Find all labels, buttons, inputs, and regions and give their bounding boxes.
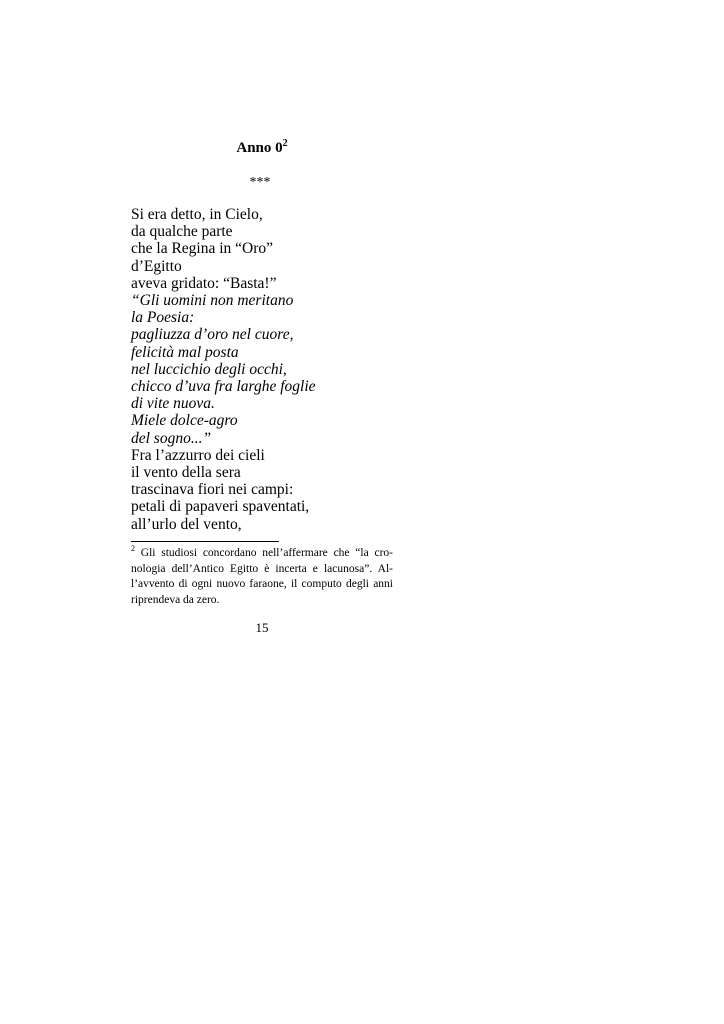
poem-line: nel luccichio degli occhi, [131,360,287,378]
poem-line: Fra l’azzurro dei cieli [131,446,265,464]
footnote-divider [131,541,279,542]
page-number: 15 [255,620,269,635]
poem-body [131,206,431,533]
title-text: Anno 0 [236,140,283,156]
poem-line: Si era detto, in Cielo, [131,206,263,223]
poem-line: che la Regina in “Oro” [131,240,274,258]
footnote-marker: 2 [131,544,135,554]
poem-line: d’Egitto [131,257,182,275]
section-separator: *** [249,175,271,190]
poem-line: Miele dolce-agro [131,412,238,430]
poem-line: chicco d’uva fra larghe foglie [131,378,316,396]
poem-line: “Gli uomini non meritano [131,292,294,310]
poem-line: aveva gridato: “Basta!” [131,274,277,292]
poem-line: all’urlo del vento, [131,515,242,533]
poem-line: felicità mal posta [131,343,239,361]
footnote [131,546,393,608]
poem-line: di vite nuova. [131,395,215,413]
poem-line: pagliuzza d’oro nel cuore, [131,326,294,344]
footnote-text: Gli studiosi concordano nell’affermare che “la cro-nologia dell’Antico Egitto è incerta e lacunosa”. Al-l’avvento di ogni nuovo faraone, il computo degli anni riprendeva da zero. [131,547,394,606]
poem-line: il vento della sera [131,464,241,482]
poem-line: del sogno...” [131,429,212,447]
poem-line: trascinava fiori nei campi: [131,481,294,499]
page-title [200,140,324,157]
poem-line: da qualche parte [131,223,233,241]
title-footnote-ref: 2 [282,138,288,149]
poem-line: petali di papaveri spaventati, [131,498,310,516]
poem-line: la Poesia: [131,309,195,327]
